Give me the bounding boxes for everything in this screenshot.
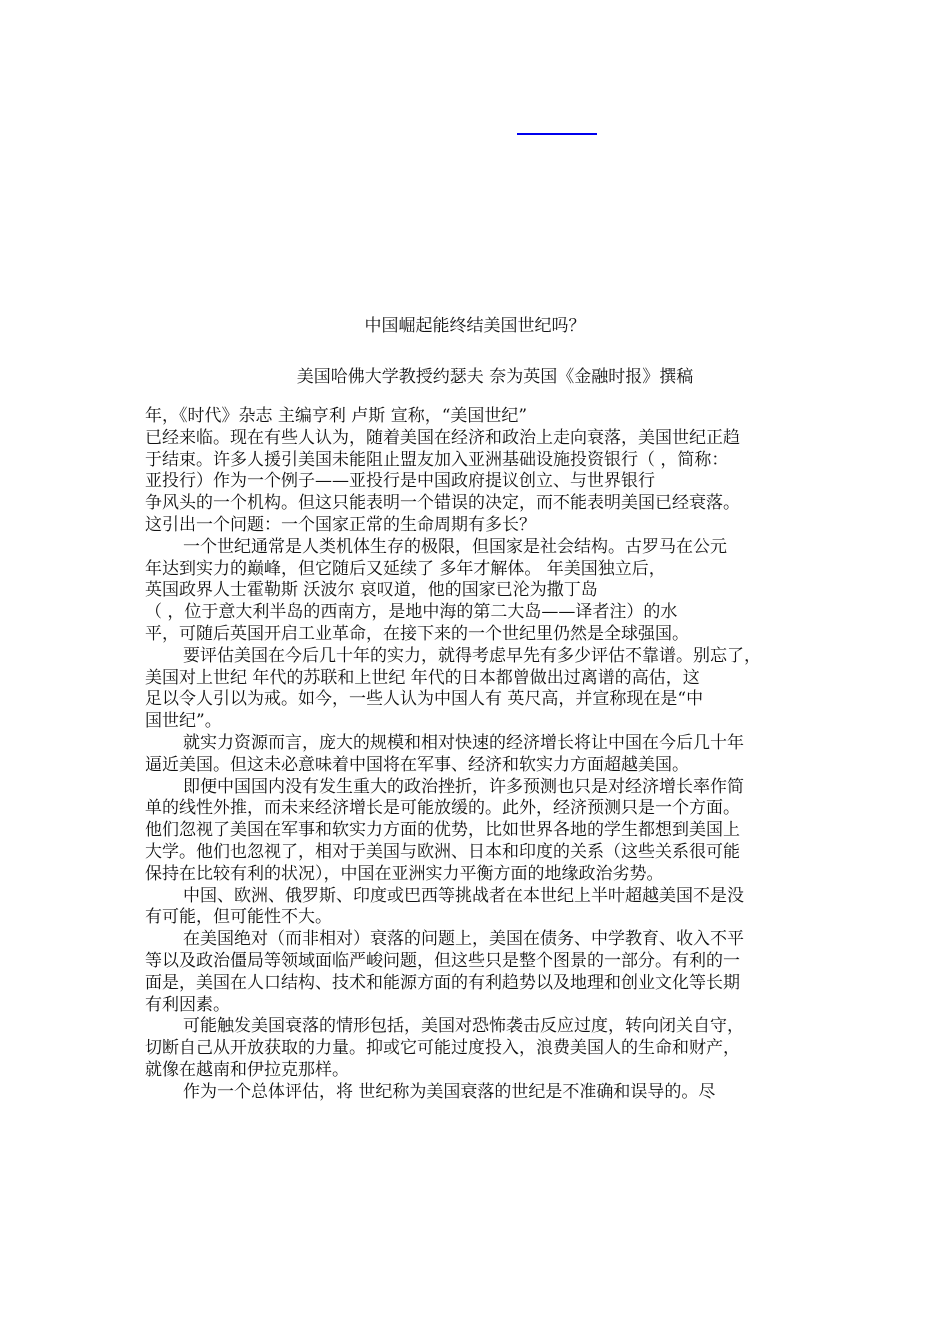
body-line: 大学。他们也忽视了，相对于美国与欧洲、日本和印度的关系（这些关系很可能 [145,841,740,862]
body-line: 足以令人引以为戒。如今，一些人认为中国人有 英尺高，并宣称现在是“中 [145,689,704,710]
body-line: 他们忽视了美国在军事和软实力方面的优势，比如世界各地的学生都想到美国上 [145,820,740,841]
body-line: 即便中国国内没有发生重大的政治挫折，许多预测也只是对经济增长率作简 [183,776,744,797]
article-body [145,406,810,1104]
body-line: 年，《时代》杂志 主编亨利 卢斯 宣称，“美国世纪” [145,406,528,426]
body-line: 于结束。许多人援引美国未能阻止盟友加入亚洲基础设施投资银行（ ，简称： [145,449,729,470]
body-line: 年达到实力的巅峰，但它随后又延续了 多年才解体。 年美国独立后， [145,558,666,579]
body-line: 有利因素。 [145,994,230,1015]
body-line: 切断自己从开放获取的力量。抑或它可能过度投入，浪费美国人的生命和财产， [145,1038,740,1059]
body-line: 保持在比较有利的状况），中国在亚洲实力平衡方面的地缘政治劣势。 [145,863,664,884]
body-line: 这引出一个问题：一个国家正常的生命周期有多长？ [145,514,536,535]
article-byline: 美国哈佛大学教授约瑟夫 奈为英国《金融时报》撰稿 [296,367,694,387]
body-line: 国世纪”。 [145,711,222,732]
body-line: 面是，美国在人口结构、技术和能源方面的有利趋势以及地理和创业文化等长期 [145,972,740,993]
body-line: 作为一个总体评估，将 世纪称为美国衰落的世纪是不准确和误导的。尽 [183,1081,716,1102]
body-line: 就像在越南和伊拉克那样。 [145,1059,349,1080]
body-line: 等以及政治僵局等领域面临严峻问题，但这些只是整个图景的一部分。有利的一 [145,950,740,971]
article-title: 中国崛起能终结美国世纪吗？ [364,316,586,336]
body-line: 逼近美国。但这未必意味着中国将在军事、经济和软实力方面超越美国。 [145,754,689,775]
body-line: 亚投行）作为一个例子——亚投行是中国政府提议创立、与世界银行 [145,471,655,492]
body-line: 要评估美国在今后几十年的实力，就得考虑早先有多少评估不靠谱。别忘了， [183,645,761,666]
body-line: 平，可随后英国开启工业革命，在接下来的一个世纪里仍然是全球强国。 [145,623,689,644]
body-line: 就实力资源而言，庞大的规模和相对快速的经济增长将让中国在今后几十年 [183,732,744,753]
body-line: 争风头的一个机构。但这只能表明一个错误的决定，而不能表明美国已经衰落。 [145,493,740,514]
body-line: 已经来临。现在有些人认为，随着美国在经济和政治上走向衰落，美国世纪正趋 [145,427,740,448]
body-line: 在美国绝对（而非相对）衰落的问题上，美国在债务、中学教育、收入不平 [183,929,744,950]
body-line: 英国政界人士霍勒斯 沃波尔 哀叹道，他的国家已沦为撒丁岛 [145,580,598,601]
body-line: 可能触发美国衰落的情形包括，美国对恐怖袭击反应过度，转向闭关自守， [183,1016,744,1037]
body-line: 单的线性外推，而未来经济增长是可能放缓的。此外，经济预测只是一个方面。 [145,798,740,819]
body-line: 美国对上世纪 年代的苏联和上世纪 年代的日本都曾做出过离谱的高估，这 [145,667,700,688]
top-hyperlink-underline[interactable] [517,133,597,135]
body-line: 有可能，但可能性不大。 [145,907,332,928]
body-line: （ ，位于意大利半岛的西南方，是地中海的第二大岛——译者注）的水 [145,602,678,623]
body-line: 一个世纪通常是人类机体生存的极限，但国家是社会结构。古罗马在公元 [183,536,727,557]
body-line: 中国、欧洲、俄罗斯、印度或巴西等挑战者在本世纪上半叶超越美国不是没 [183,885,744,906]
